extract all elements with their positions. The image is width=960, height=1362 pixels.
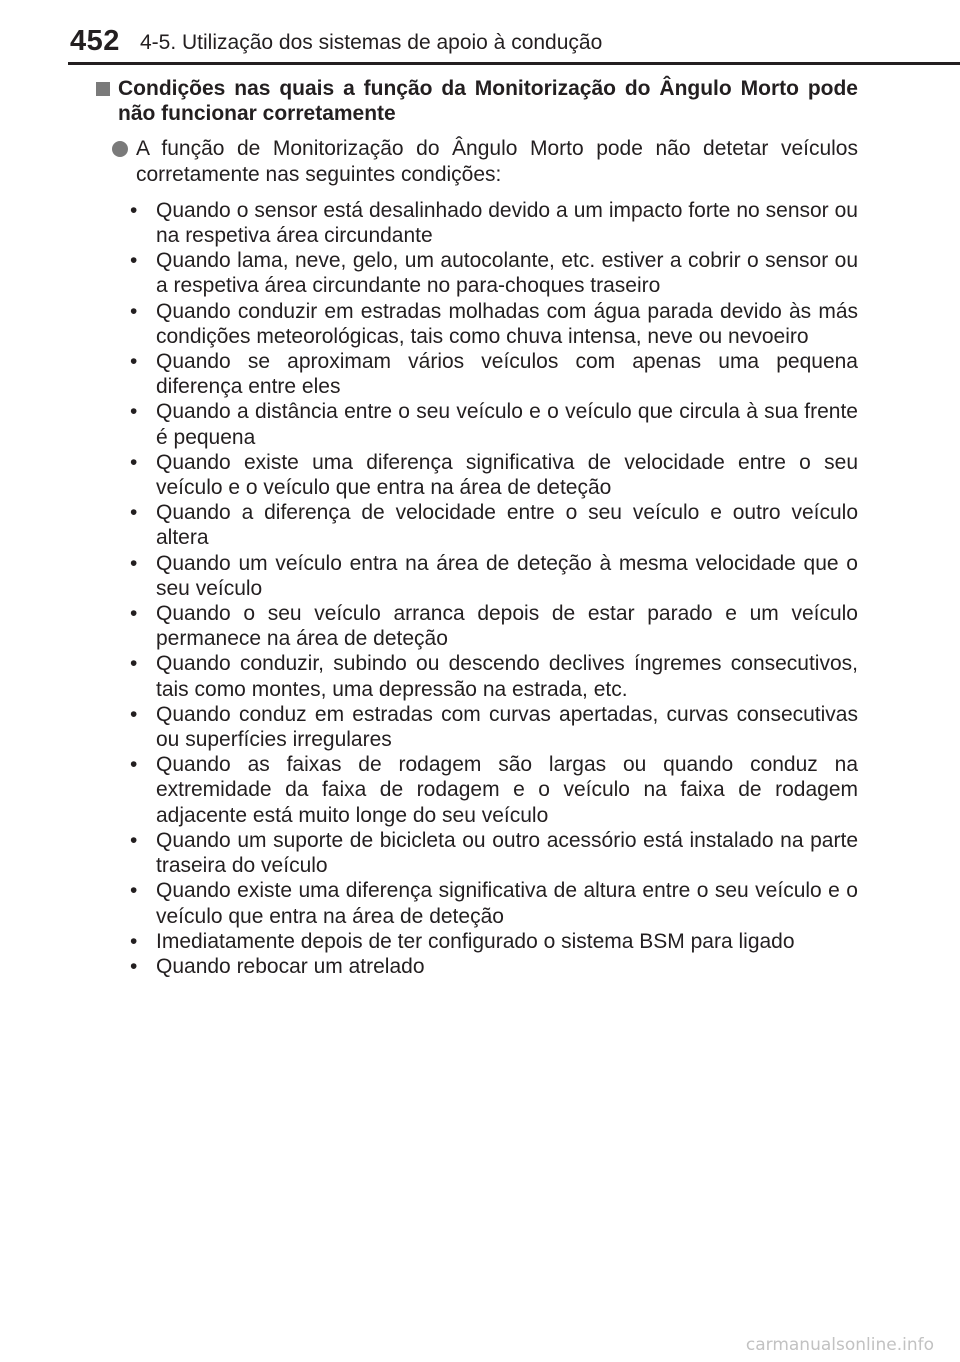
list-item xyxy=(130,399,858,449)
bullet-icon: • xyxy=(130,702,138,726)
list-item xyxy=(130,500,858,550)
list-item xyxy=(130,450,858,500)
list-item-text: Quando as faixas de rodagem são largas ou quando conduz na extremidade da faixa de rodagem e o veículo na faixa de rodagem adjacente está muito longe do seu veículo xyxy=(156,753,858,827)
bullet-icon: • xyxy=(130,929,138,953)
list-item-text: Quando conduz em estradas com curvas apertadas, curvas consecutivas ou superfícies irregulares xyxy=(156,702,858,752)
bullet-icon: • xyxy=(130,828,138,852)
gray-square-icon xyxy=(96,82,110,96)
list-item xyxy=(130,651,858,701)
list-item-text: Quando conduzir, subindo ou descendo declives íngremes consecutivos, tais como montes, uma depressão na estrada, etc. xyxy=(156,652,858,701)
watermark: carmanualsonline.info xyxy=(745,1335,934,1355)
bullet-icon: • xyxy=(130,753,138,777)
list-item-text: Quando conduzir em estradas molhadas com água parada devido às más condições meteorológicas, tais como chuva intensa, neve ou nevoeiro xyxy=(156,299,858,348)
list-item-text: Quando o seu veículo arranca depois de estar parado e um veículo permanece na área de deteção xyxy=(156,602,858,651)
page-header xyxy=(0,0,960,66)
list-item xyxy=(130,929,858,954)
bullet-icon: • xyxy=(130,879,138,903)
list-item-text: Quando rebocar um atrelado xyxy=(156,954,425,978)
bullet-icon: • xyxy=(130,954,138,978)
list-item xyxy=(130,299,858,349)
bullet-icon: • xyxy=(130,198,138,222)
list-item xyxy=(130,349,858,399)
gray-circle-icon xyxy=(112,141,128,157)
bullet-icon: • xyxy=(130,450,138,474)
list-item-text: Quando existe uma diferença significativa de altura entre o seu veículo e o veículo que entra na área de deteção xyxy=(156,879,858,928)
condition-list xyxy=(96,198,858,979)
section-heading-text: Condições nas quais a função da Monitorização do Ângulo Morto pode não funcionar corretamente xyxy=(118,77,858,126)
page-number: 452 xyxy=(70,25,120,57)
list-item-text: Quando a distância entre o seu veículo e o veículo que circula à sua frente é pequena xyxy=(156,400,858,449)
header-divider xyxy=(68,62,960,65)
list-item xyxy=(130,702,858,752)
bullet-icon: • xyxy=(130,400,138,424)
bullet-icon: • xyxy=(130,501,138,525)
list-item xyxy=(130,198,858,248)
list-item-text: Quando a diferença de velocidade entre o seu veículo e outro veículo altera xyxy=(156,501,858,550)
bullet-icon: • xyxy=(130,652,138,676)
list-item-text: Imediatamente depois de ter configurado o sistema BSM para ligado xyxy=(156,929,795,953)
subsection-intro xyxy=(96,136,858,186)
page-content xyxy=(96,76,858,979)
list-item xyxy=(130,551,858,601)
bullet-icon: • xyxy=(130,249,138,273)
list-item xyxy=(130,828,858,878)
chapter-title: 4-5. Utilização dos sistemas de apoio à condução xyxy=(140,31,603,54)
list-item-text: Quando existe uma diferença significativa de velocidade entre o seu veículo e o veículo que entra na área de deteção xyxy=(156,450,858,500)
list-item-text: Quando um veículo entra na área de deteção à mesma velocidade que o seu veículo xyxy=(156,551,858,600)
list-item xyxy=(130,248,858,298)
list-item-text: Quando um suporte de bicicleta ou outro acessório está instalado na parte traseira do veículo xyxy=(156,828,858,878)
section-heading xyxy=(96,76,858,126)
list-item xyxy=(130,601,858,651)
list-item-text: Quando lama, neve, gelo, um autocolante, etc. estiver a cobrir o sensor ou a respetiva área circundante no para-choques traseiro xyxy=(156,249,858,298)
bullet-icon: • xyxy=(130,551,138,575)
list-item-text: Quando se aproximam vários veículos com apenas uma pequena diferença entre eles xyxy=(156,350,858,399)
bullet-icon: • xyxy=(130,602,138,626)
bullet-icon: • xyxy=(130,350,138,374)
list-item xyxy=(130,878,858,928)
bullet-icon: • xyxy=(130,299,138,323)
list-item xyxy=(130,954,858,979)
subsection-intro-text: A função de Monitorização do Ângulo Morto pode não detetar veículos corretamente nas seguintes condições: xyxy=(136,137,858,186)
list-item-text: Quando o sensor está desalinhado devido a um impacto forte no sensor ou na respetiva área circundante xyxy=(156,198,858,248)
list-item xyxy=(130,752,858,828)
